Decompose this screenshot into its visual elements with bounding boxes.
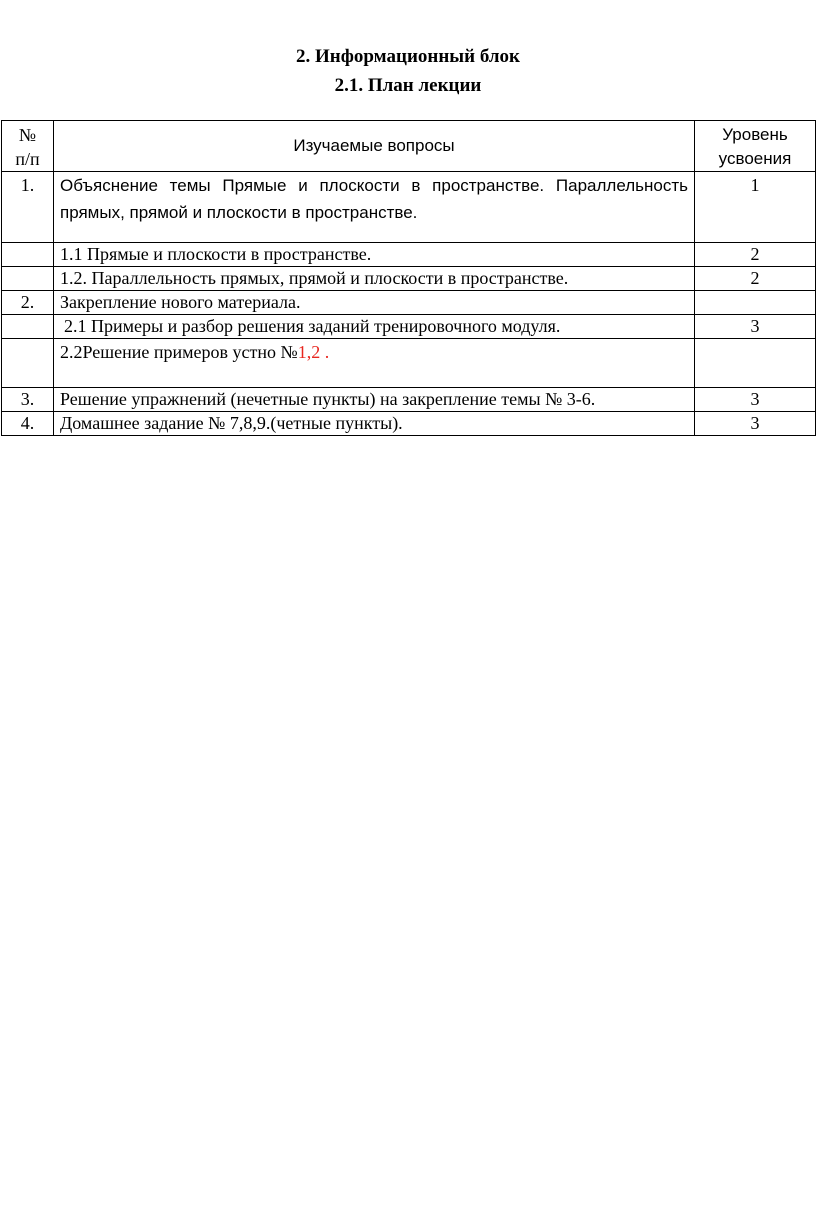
row-number <box>2 267 54 291</box>
row-number <box>2 339 54 388</box>
table-row <box>2 267 816 291</box>
header-level-line1: Уровень <box>722 125 788 144</box>
row-level: 2 <box>695 267 816 291</box>
header-topics: Изучаемые вопросы <box>54 121 695 172</box>
row-topic-highlight: 1,2 . <box>297 342 330 362</box>
row-level: 1 <box>695 172 816 243</box>
row-topic <box>54 339 695 388</box>
table-header-row <box>2 121 816 172</box>
row-level: 3 <box>695 388 816 412</box>
table-row <box>2 243 816 267</box>
row-topic: 2.1 Примеры и разбор решения заданий тренировочного модуля. <box>54 315 695 339</box>
row-level <box>695 339 816 388</box>
table-row <box>2 291 816 315</box>
header-number-label: п/п <box>15 149 40 169</box>
row-topic-text: 2.2Решение примеров устно № <box>60 342 298 362</box>
table-row <box>2 339 816 388</box>
row-number: 1. <box>2 172 54 243</box>
row-number <box>2 315 54 339</box>
row-topic: Объяснение темы Прямые и плоскости в пространстве. Параллельность прямых, прямой и плоскости в пространстве. <box>54 172 695 243</box>
table-row <box>2 315 816 339</box>
row-level: 3 <box>695 412 816 436</box>
row-level: 3 <box>695 315 816 339</box>
row-number: 2. <box>2 291 54 315</box>
header-number-symbol: № <box>18 125 37 145</box>
header-level-line2: усвоения <box>718 149 792 168</box>
row-number: 3. <box>2 388 54 412</box>
row-topic: 1.2. Параллельность прямых, прямой и плоскости в пространстве. <box>54 267 695 291</box>
row-number <box>2 243 54 267</box>
table-row <box>2 172 816 243</box>
header-level <box>695 121 816 172</box>
row-topic: Закрепление нового материала. <box>54 291 695 315</box>
section-title: 2. Информационный блок <box>296 46 520 67</box>
row-number: 4. <box>2 412 54 436</box>
table-row <box>2 388 816 412</box>
row-level <box>695 291 816 315</box>
header-number <box>2 121 54 172</box>
table-row <box>2 412 816 436</box>
subsection-title: 2.1. План лекции <box>334 75 482 96</box>
row-topic: 1.1 Прямые и плоскости в пространстве. <box>54 243 695 267</box>
lecture-plan-table <box>1 120 816 436</box>
row-level: 2 <box>695 243 816 267</box>
row-topic: Домашнее задание № 7,8,9.(четные пункты). <box>54 412 695 436</box>
row-topic: Решение упражнений (нечетные пункты) на закрепление темы № 3-6. <box>54 388 695 412</box>
